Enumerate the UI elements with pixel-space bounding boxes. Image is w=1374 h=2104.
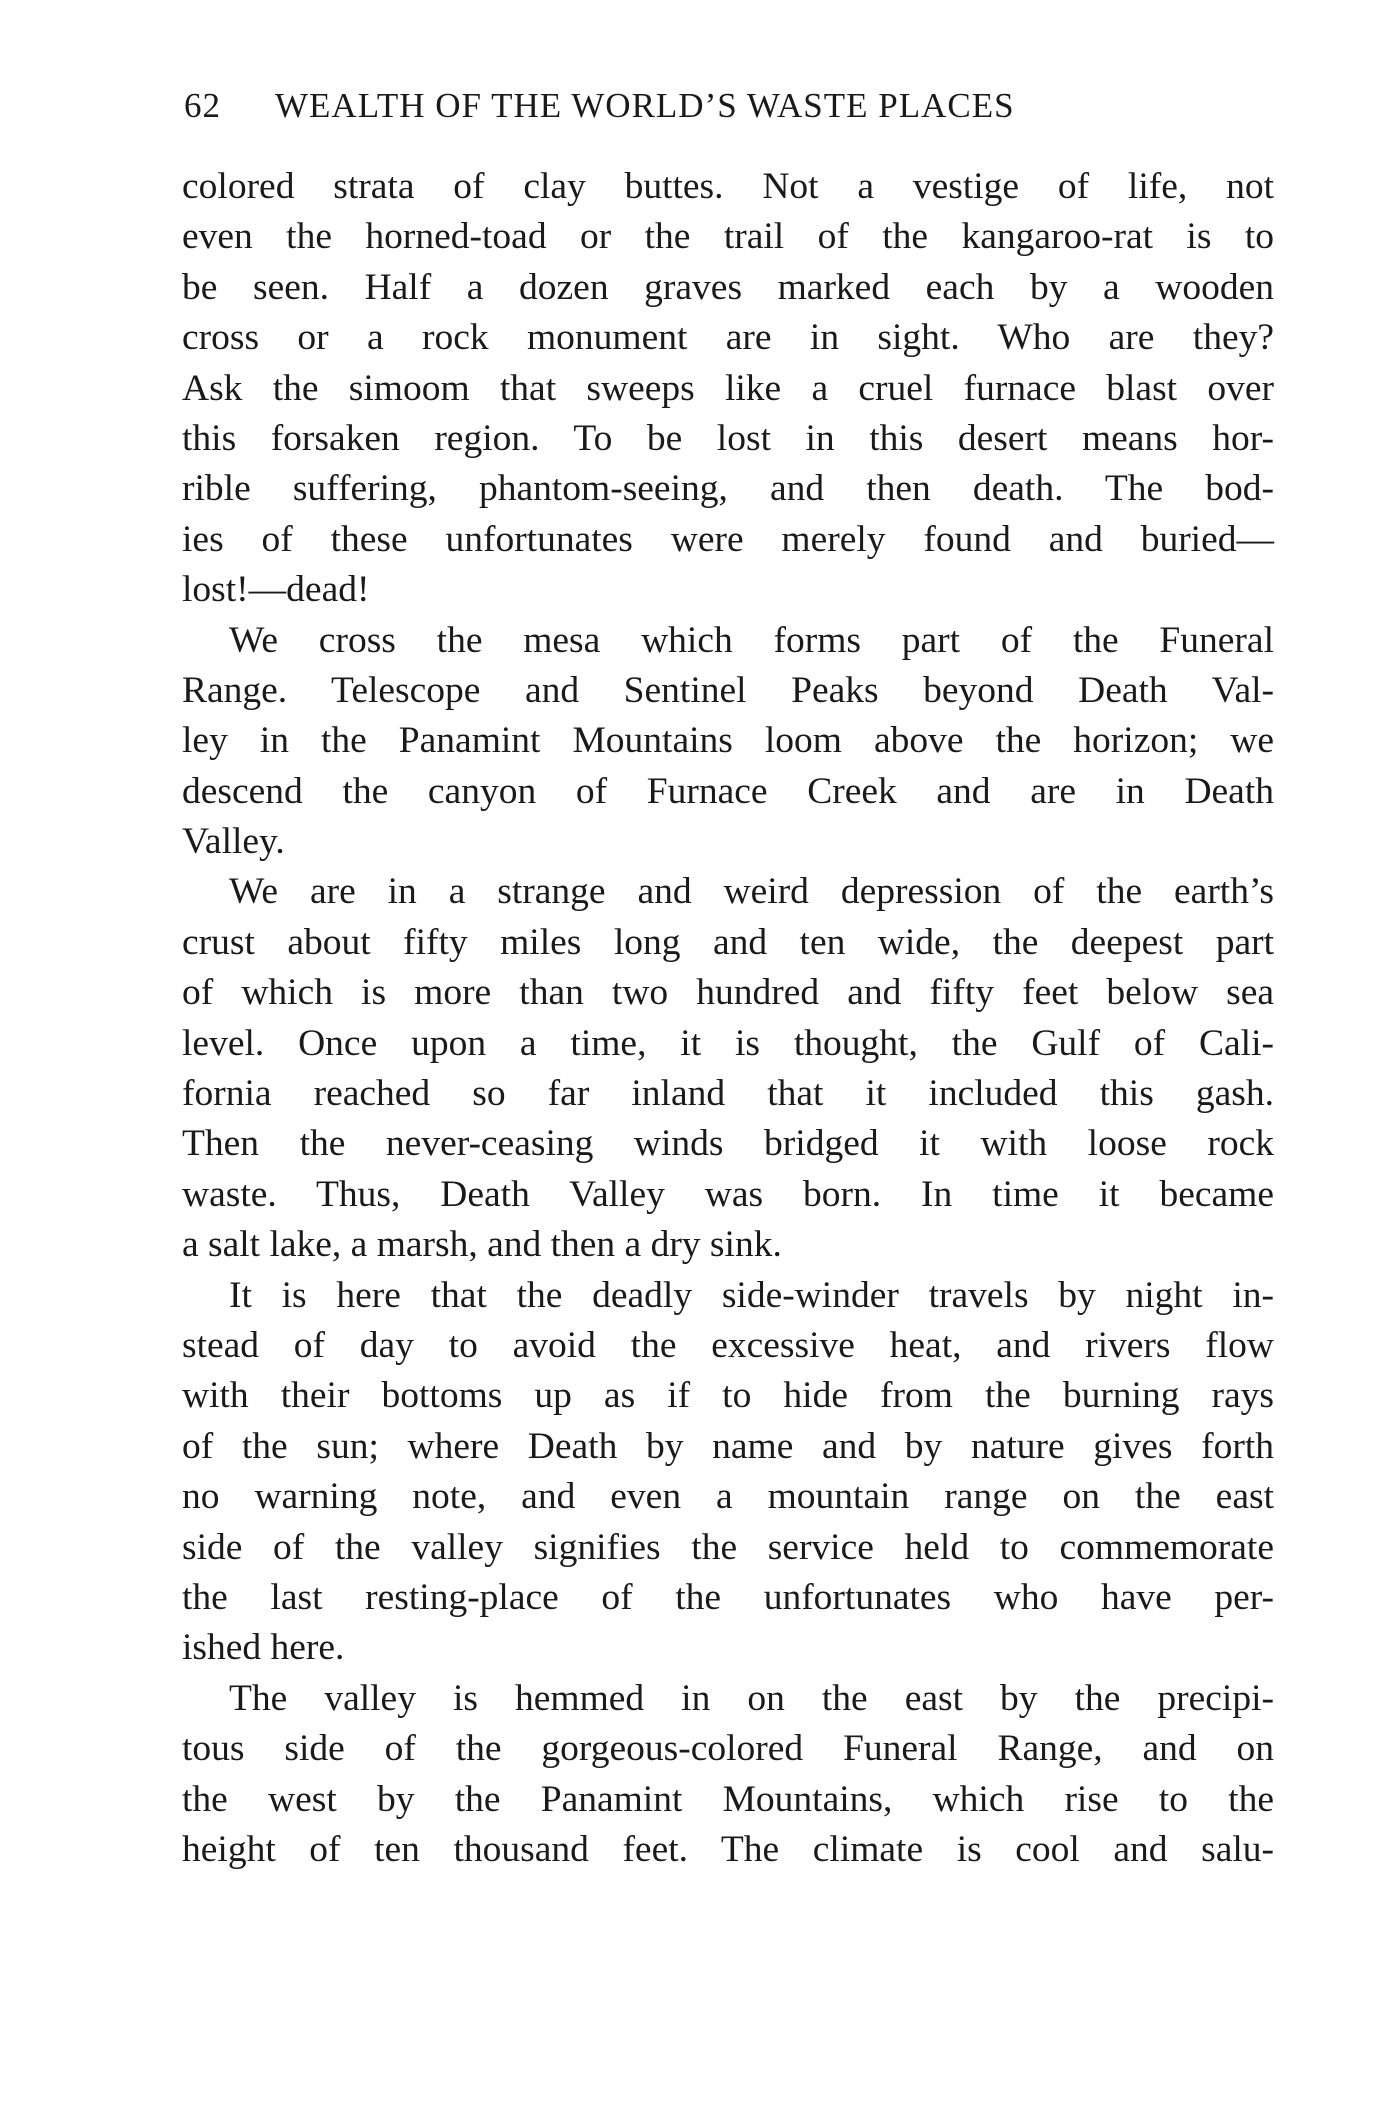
text-line: of the sun; where Death by name and by nature gives forth xyxy=(182,1425,1274,1467)
text-line: this forsaken region. To be lost in this desert means hor- xyxy=(182,417,1274,459)
paragraph xyxy=(182,162,1274,616)
text-line: Valley. xyxy=(182,821,285,863)
text-line: height of ten thousand feet. The climate is cool and salu- xyxy=(182,1828,1274,1870)
text-line: We cross the mesa which forms part of the Funeral xyxy=(229,619,1274,661)
paragraph xyxy=(182,867,1274,1270)
page-number: 62 xyxy=(184,86,221,125)
text-line: of which is more than two hundred and fifty feet below sea xyxy=(182,972,1274,1014)
text-line: descend the canyon of Furnace Creek and are in Death xyxy=(182,770,1274,812)
text-line: no warning note, and even a mountain range on the east xyxy=(182,1476,1274,1518)
paragraph xyxy=(182,1674,1274,1876)
text-line: crust about fifty miles long and ten wide, the deepest part xyxy=(182,921,1274,963)
text-line: lost!—dead! xyxy=(182,569,370,611)
text-line: Range. Telescope and Sentinel Peaks beyond Death Val- xyxy=(182,669,1274,711)
text-line: the last resting-place of the unfortunates who have per- xyxy=(182,1576,1274,1618)
running-header xyxy=(184,86,1184,136)
text-line: The valley is hemmed in on the east by the precipi- xyxy=(229,1677,1274,1719)
running-title: WEALTH OF THE WORLD’S WASTE PLACES xyxy=(275,86,1015,125)
text-line: with their bottoms up as if to hide from the burning rays xyxy=(182,1375,1274,1417)
text-line: cross or a rock monument are in sight. Who are they? xyxy=(182,317,1274,359)
text-line: fornia reached so far inland that it included this gash. xyxy=(182,1073,1274,1115)
text-line: tous side of the gorgeous-colored Funeral Range, and on xyxy=(182,1728,1274,1770)
page-body xyxy=(182,162,1274,1875)
text-line: Then the never-ceasing winds bridged it with loose rock xyxy=(182,1123,1274,1165)
text-line: stead of day to avoid the excessive heat, and rivers flow xyxy=(182,1324,1274,1366)
text-line: ley in the Panamint Mountains loom above the horizon; we xyxy=(182,720,1274,762)
text-line: be seen. Half a dozen graves marked each by a wooden xyxy=(182,266,1274,308)
text-line: side of the valley signifies the service held to commemorate xyxy=(182,1526,1274,1568)
text-line: We are in a strange and weird depression of the earth’s xyxy=(229,871,1274,913)
paragraph xyxy=(182,616,1274,868)
text-line: ished here. xyxy=(182,1627,345,1669)
text-line: Ask the simoom that sweeps like a cruel furnace blast over xyxy=(182,367,1274,409)
text-line: ies of these unfortunates were merely found and buried— xyxy=(182,518,1274,560)
text-line: even the horned-toad or the trail of the kangaroo-rat is to xyxy=(182,216,1274,258)
text-line: waste. Thus, Death Valley was born. In time it became xyxy=(182,1173,1274,1215)
text-line: a salt lake, a marsh, and then a dry sink. xyxy=(182,1224,782,1266)
text-line: rible suffering, phantom-seeing, and then death. The bod- xyxy=(182,468,1274,510)
paragraph xyxy=(182,1271,1274,1674)
text-line: level. Once upon a time, it is thought, the Gulf of Cali- xyxy=(182,1022,1274,1064)
text-line: colored strata of clay buttes. Not a vestige of life, not xyxy=(182,166,1274,207)
text-line: the west by the Panamint Mountains, which rise to the xyxy=(182,1778,1274,1820)
text-line: It is here that the deadly side-winder travels by night in- xyxy=(229,1274,1274,1316)
